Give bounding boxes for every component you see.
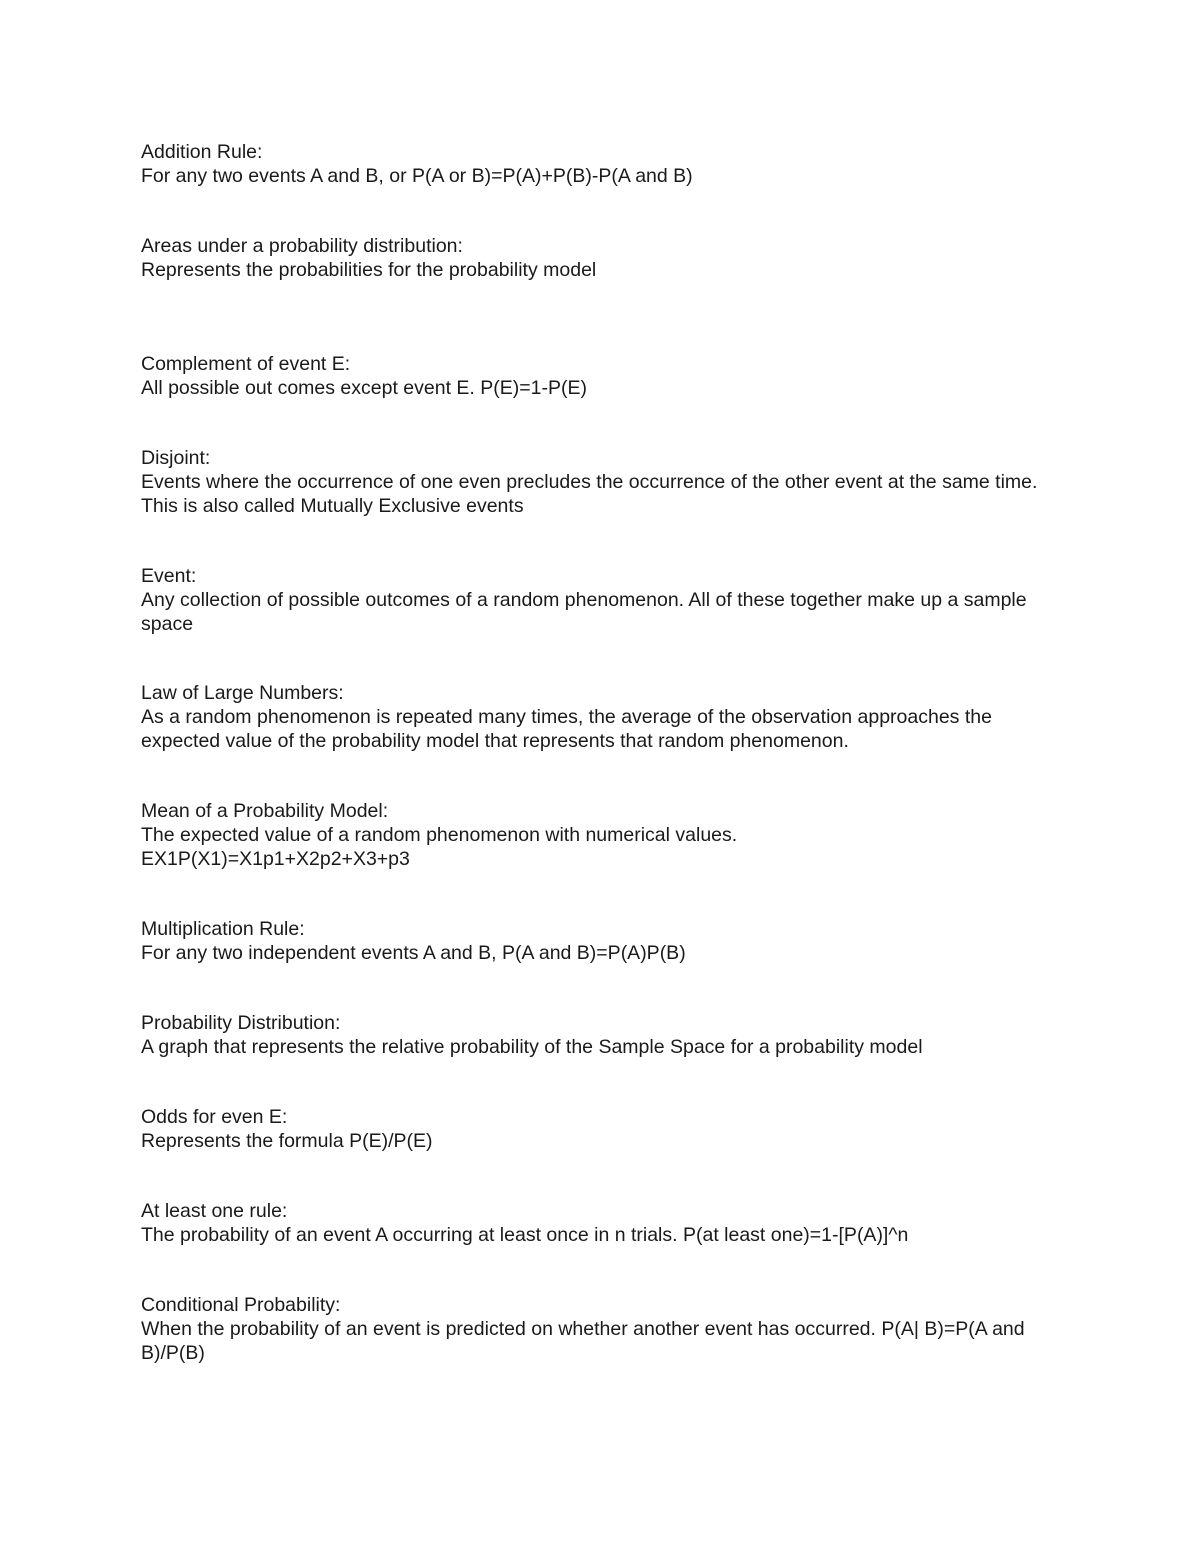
term-heading: Disjoint:	[141, 447, 211, 469]
entry-complement-of-event	[141, 352, 1076, 400]
term-definition: Events where the occurrence of one even precludes the occurrence of the other event at the same time. This is also called Mutually Exclusive events	[141, 471, 1038, 517]
term-definition: For any two independent events A and B, P(A and B)=P(A)P(B)	[141, 942, 686, 964]
term-heading: Complement of event E:	[141, 353, 351, 375]
term-heading: Addition Rule:	[141, 141, 263, 163]
entry-addition-rule	[141, 140, 1076, 188]
entry-conditional-probability	[141, 1293, 1076, 1365]
term-definition: Any collection of possible outcomes of a random phenomenon. All of these together make up a sample space	[141, 589, 1027, 635]
term-definition: The probability of an event A occurring at least once in n trials. P(at least one)=1-[P(A)]^n	[141, 1224, 909, 1246]
term-definition: Represents the formula P(E)/P(E)	[141, 1130, 433, 1152]
term-heading: Probability Distribution:	[141, 1012, 341, 1034]
term-heading: Event:	[141, 565, 197, 587]
term-definition: When the probability of an event is predicted on whether another event has occurred. P(A| B)=P(A and B)/P(B)	[141, 1318, 1025, 1364]
entry-law-of-large-numbers	[141, 681, 1076, 753]
entry-disjoint	[141, 446, 1076, 518]
term-heading: Mean of a Probability Model:	[141, 800, 389, 822]
entry-multiplication-rule	[141, 917, 1076, 965]
term-heading: At least one rule:	[141, 1200, 288, 1222]
entry-at-least-one-rule	[141, 1199, 1076, 1247]
term-heading: Areas under a probability distribution:	[141, 235, 463, 257]
entry-odds-for-event	[141, 1105, 1076, 1153]
entry-areas-under-distribution	[141, 234, 1076, 282]
term-definition: The expected value of a random phenomenon with numerical values.	[141, 824, 738, 846]
term-formula: EX1P(X1)=X1p1+X2p2+X3+p3	[141, 848, 410, 870]
term-definition: Represents the probabilities for the probability model	[141, 259, 597, 281]
entry-mean-of-probability-model	[141, 799, 1076, 871]
term-heading: Odds for even E:	[141, 1106, 288, 1128]
term-definition: As a random phenomenon is repeated many times, the average of the observation approaches the expected value of the probability model that represents that random phenomenon.	[141, 706, 992, 752]
entry-probability-distribution	[141, 1011, 1076, 1059]
term-heading: Multiplication Rule:	[141, 918, 305, 940]
entry-event	[141, 564, 1076, 636]
term-definition: A graph that represents the relative probability of the Sample Space for a probability model	[141, 1036, 923, 1058]
term-heading: Conditional Probability:	[141, 1294, 341, 1316]
term-definition: For any two events A and B, or P(A or B)=P(A)+P(B)-P(A and B)	[141, 165, 693, 187]
term-definition: All possible out comes except event E. P(E)=1-P(E)	[141, 377, 587, 399]
term-heading: Law of Large Numbers:	[141, 682, 344, 704]
